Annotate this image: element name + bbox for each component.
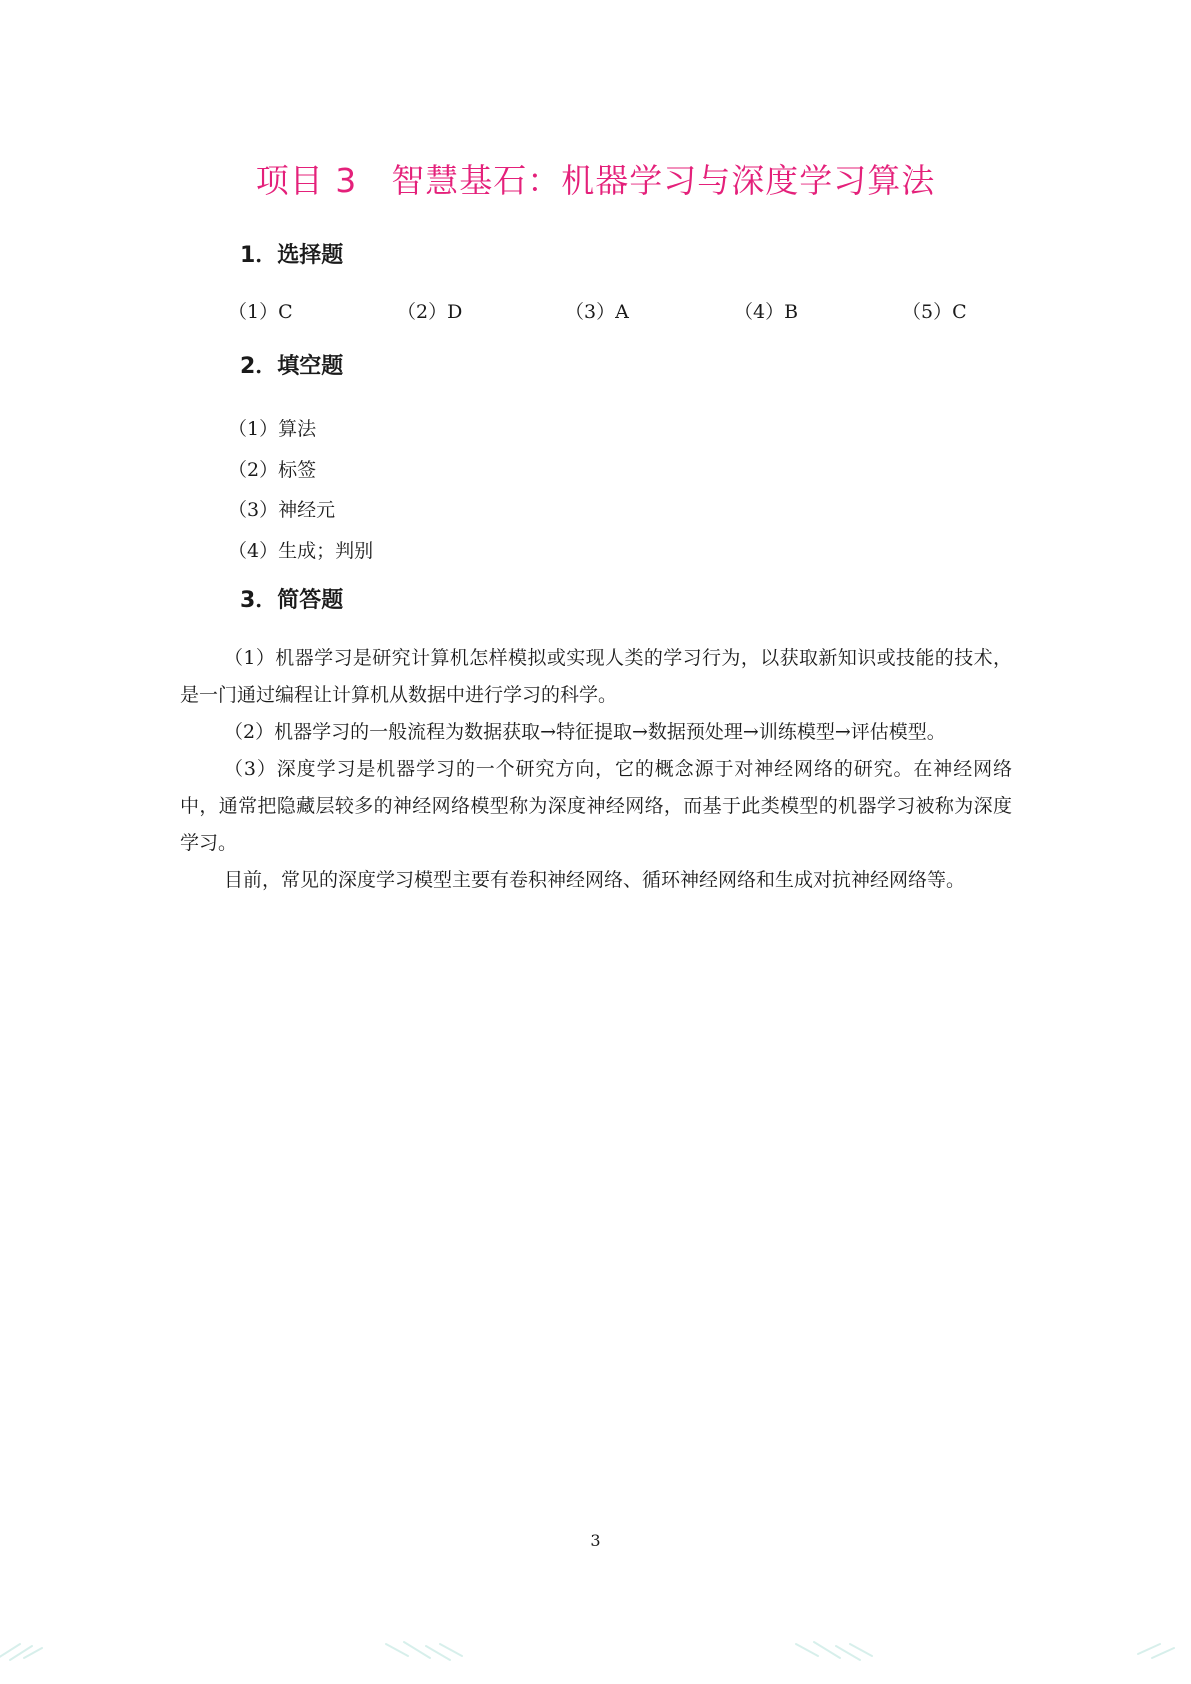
- choice-answer-1: （1）C: [228, 301, 293, 323]
- watermark-icon: [790, 1636, 880, 1666]
- page-title: 项目 3 智慧基石：机器学习与深度学习算法: [255, 161, 936, 200]
- section-heading-fill: 2．填空题: [240, 354, 344, 379]
- choice-answers: [228, 298, 988, 326]
- choice-answer-3: （3）A: [565, 301, 629, 323]
- short-answer-3: （3）深度学习是机器学习的一个研究方向，它的概念源于对神经网络的研究。在神经网络中，通常把隐藏层较多的神经网络模型称为深度神经网络，而基于此类模型的机器学习被称为深度学习。: [180, 758, 1012, 854]
- watermark-icon: [1130, 1636, 1191, 1666]
- choice-answer-2: （2）D: [397, 301, 463, 323]
- watermark-icon: [0, 1636, 80, 1666]
- fill-answer-2: （2）标签: [228, 458, 317, 481]
- section-heading-short: 3．简答题: [240, 588, 344, 613]
- watermark-icon: [380, 1636, 470, 1666]
- short-answer-1: （1）机器学习是研究计算机怎样模拟或实现人类的学习行为，以获取新知识或技能的技术，是一门通过编程让计算机从数据中进行学习的科学。: [180, 647, 1012, 706]
- short-answer-2: （2）机器学习的一般流程为数据获取→特征提取→数据预处理→训练模型→评估模型。: [224, 721, 946, 743]
- fill-answer-4: （4）生成；判别: [228, 539, 374, 562]
- section-heading-choice: 1．选择题: [240, 243, 344, 268]
- short-answers: [180, 640, 1012, 899]
- short-answer-3-continued: 目前，常见的深度学习模型主要有卷积神经网络、循环神经网络和生成对抗神经网络等。: [224, 869, 966, 891]
- fill-answer-1: （1）算法: [228, 418, 317, 440]
- fill-answers: [228, 409, 373, 571]
- page-number: 3: [590, 1531, 601, 1550]
- choice-answer-4: （4）B: [734, 301, 799, 323]
- fill-answer-3: （3）神经元: [228, 499, 336, 521]
- choice-answer-5: （5）C: [902, 301, 967, 323]
